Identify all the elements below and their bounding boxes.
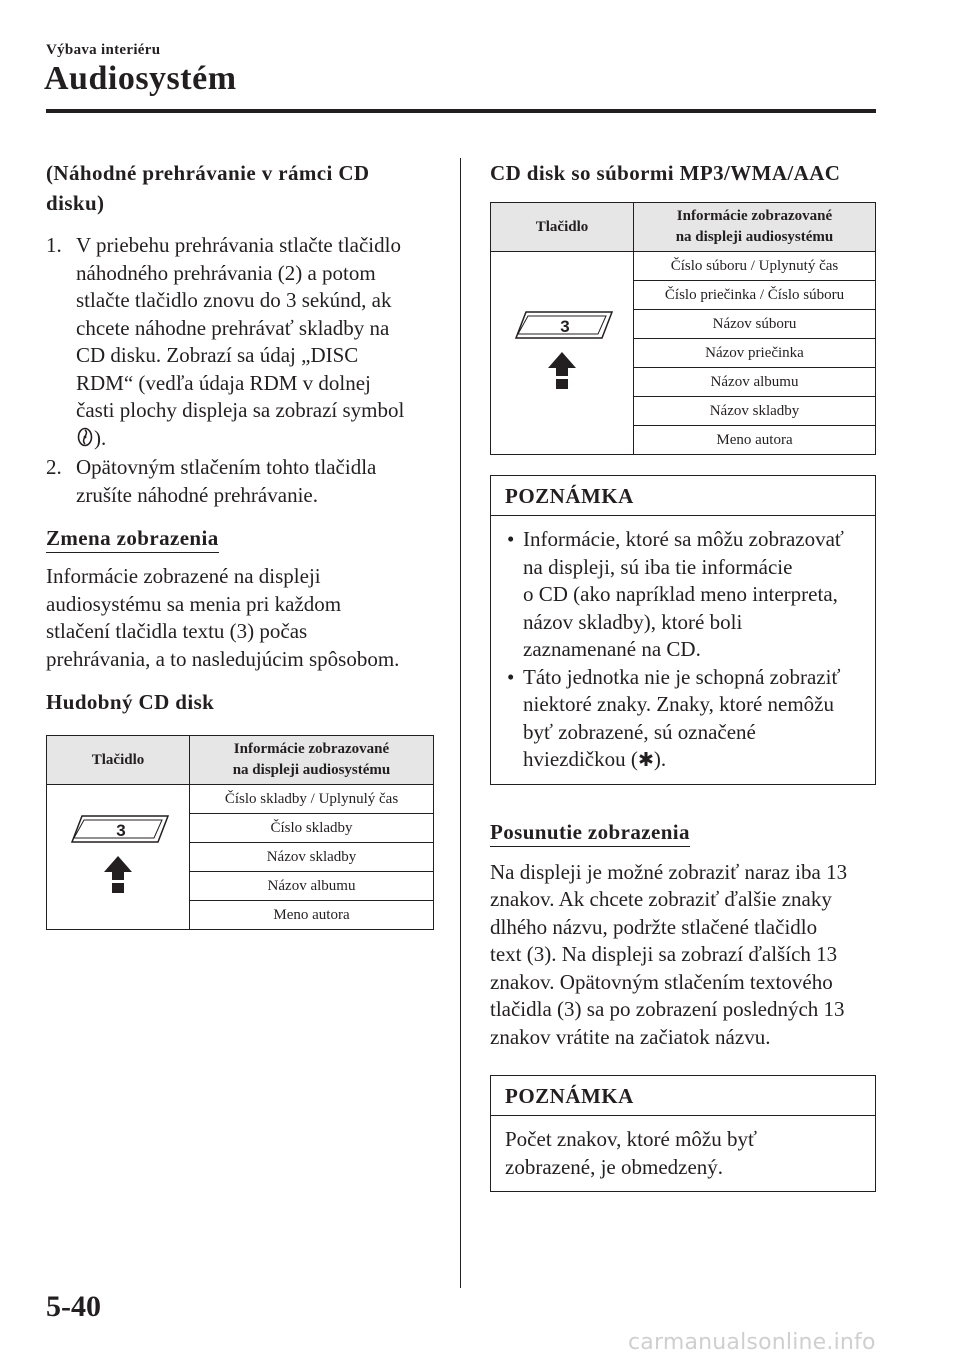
- column-header-button: Tlačidlo: [491, 203, 634, 252]
- info-cell: Číslo skladby / Uplynulý čas: [190, 785, 434, 814]
- header-rule: [46, 109, 876, 113]
- random-disc-icon: [76, 427, 94, 447]
- scroll-display-heading: Posunutie zobrazenia: [490, 819, 690, 847]
- info-cell: Názov skladby: [190, 843, 434, 872]
- asterisk-icon: [638, 751, 654, 767]
- note-bullet: • Informácie, ktoré sa môžu zobrazovať na displeji, sú iba tie informácie o CD (ako napríklad meno interpreta, názov skladby), ktoré boli zaznamenané na CD.: [507, 527, 844, 661]
- info-cell: Názov skladby: [634, 397, 876, 426]
- note-title: POZNÁMKA: [491, 1076, 875, 1116]
- info-cell: Názov súboru: [634, 310, 876, 339]
- info-cell: Číslo súboru / Uplynutý čas: [634, 252, 876, 281]
- music-cd-table: [46, 735, 434, 930]
- table-header-row: [47, 736, 434, 785]
- note-title: POZNÁMKA: [491, 476, 875, 516]
- column-header-info: Informácie zobrazované na displeji audiosystému: [190, 736, 434, 785]
- info-cell: Názov priečinka: [634, 339, 876, 368]
- table-row: [491, 252, 876, 281]
- watermark: carmanualsonline.info: [628, 1330, 876, 1355]
- bullet-marker: •: [507, 527, 515, 551]
- note-body: [491, 516, 875, 784]
- display-change-heading: Zmena zobrazenia: [46, 525, 219, 553]
- chapter-title: Audiosystém: [44, 60, 237, 97]
- note-bullet: • Táto jednotka nie je schopná zobraziť niektoré znaky. Znaky, ktoré nemôžu byť zobrazené, sú označené hviezdičkou ( ).: [507, 664, 841, 771]
- table-header-row: [491, 203, 876, 252]
- display-change-text: Informácie zobrazené na displeji audiosystému sa menia pri každom stlačení tlačidla textu (3) počas prehrávania, a to nasledujúcim spôsobom.: [46, 564, 400, 671]
- button-number: 3: [560, 316, 570, 336]
- note-box-1: [490, 475, 876, 785]
- mp3-heading: CD disk so súbormi MP3/WMA/AAC: [490, 161, 841, 185]
- info-cell: Meno autora: [190, 901, 434, 930]
- text-button-icon: [62, 812, 174, 898]
- column-header-button: Tlačidlo: [47, 736, 190, 785]
- info-cell: Meno autora: [634, 426, 876, 455]
- left-column: [46, 158, 434, 930]
- mp3-table: [490, 202, 876, 455]
- random-play-heading: (Náhodné prehrávanie v rámci CD disku): [46, 161, 370, 215]
- table-row: [47, 785, 434, 814]
- note-box-2: [490, 1075, 876, 1192]
- info-cell: Číslo priečinka / Číslo súboru: [634, 281, 876, 310]
- step1-tail-line: ).: [76, 425, 434, 453]
- text-button-illustration: [491, 252, 634, 455]
- music-cd-heading: Hudobný CD disk: [46, 690, 215, 714]
- bullet-marker: •: [507, 664, 515, 689]
- info-cell: Názov albumu: [190, 872, 434, 901]
- info-cell: Názov albumu: [634, 368, 876, 397]
- section-label: Výbava interiéru: [46, 42, 161, 58]
- step-2: 2. Opätovným stlačením tohto tlačidla zrušíte náhodné prehrávanie.: [46, 455, 377, 507]
- button-number: 3: [116, 820, 126, 840]
- text-button-illustration: [47, 785, 190, 930]
- info-cell: Číslo skladby: [190, 814, 434, 843]
- column-divider: [460, 158, 461, 1288]
- text-button-icon: [506, 308, 618, 394]
- column-header-info: Informácie zobrazované na displeji audiosystému: [634, 203, 876, 252]
- page-number: 5-40: [46, 1290, 101, 1323]
- step-1: 1. V priebehu prehrávania stlačte tlačidlo náhodného prehrávania (2) a potom stlačte tlačidlo znovu do 3 sekúnd, ak chcete náhodne prehrávať skladby na CD disku. Zobrazí sa údaj „DISC RDM“ (vedľa údaja RDM v dolnej časti plochy displeja sa zobrazí symbol ).: [46, 232, 434, 452]
- note-body: Počet znakov, ktoré môžu byť zobrazené, je obmedzený.: [505, 1127, 757, 1179]
- scroll-display-text: Na displeji je možné zobraziť naraz iba 13 znakov. Ak chcete zobraziť ďalšie znaky dlhého názvu, podržte stlačené tlačidlo text (3). Na displeji sa zobrazí ďalších 13 znakov. Opätovným stlačením textového tlačidla (3) sa po zobrazení posledných 13 znakov vrátite na začiatok názvu.: [490, 859, 848, 1049]
- right-column: [490, 158, 876, 1192]
